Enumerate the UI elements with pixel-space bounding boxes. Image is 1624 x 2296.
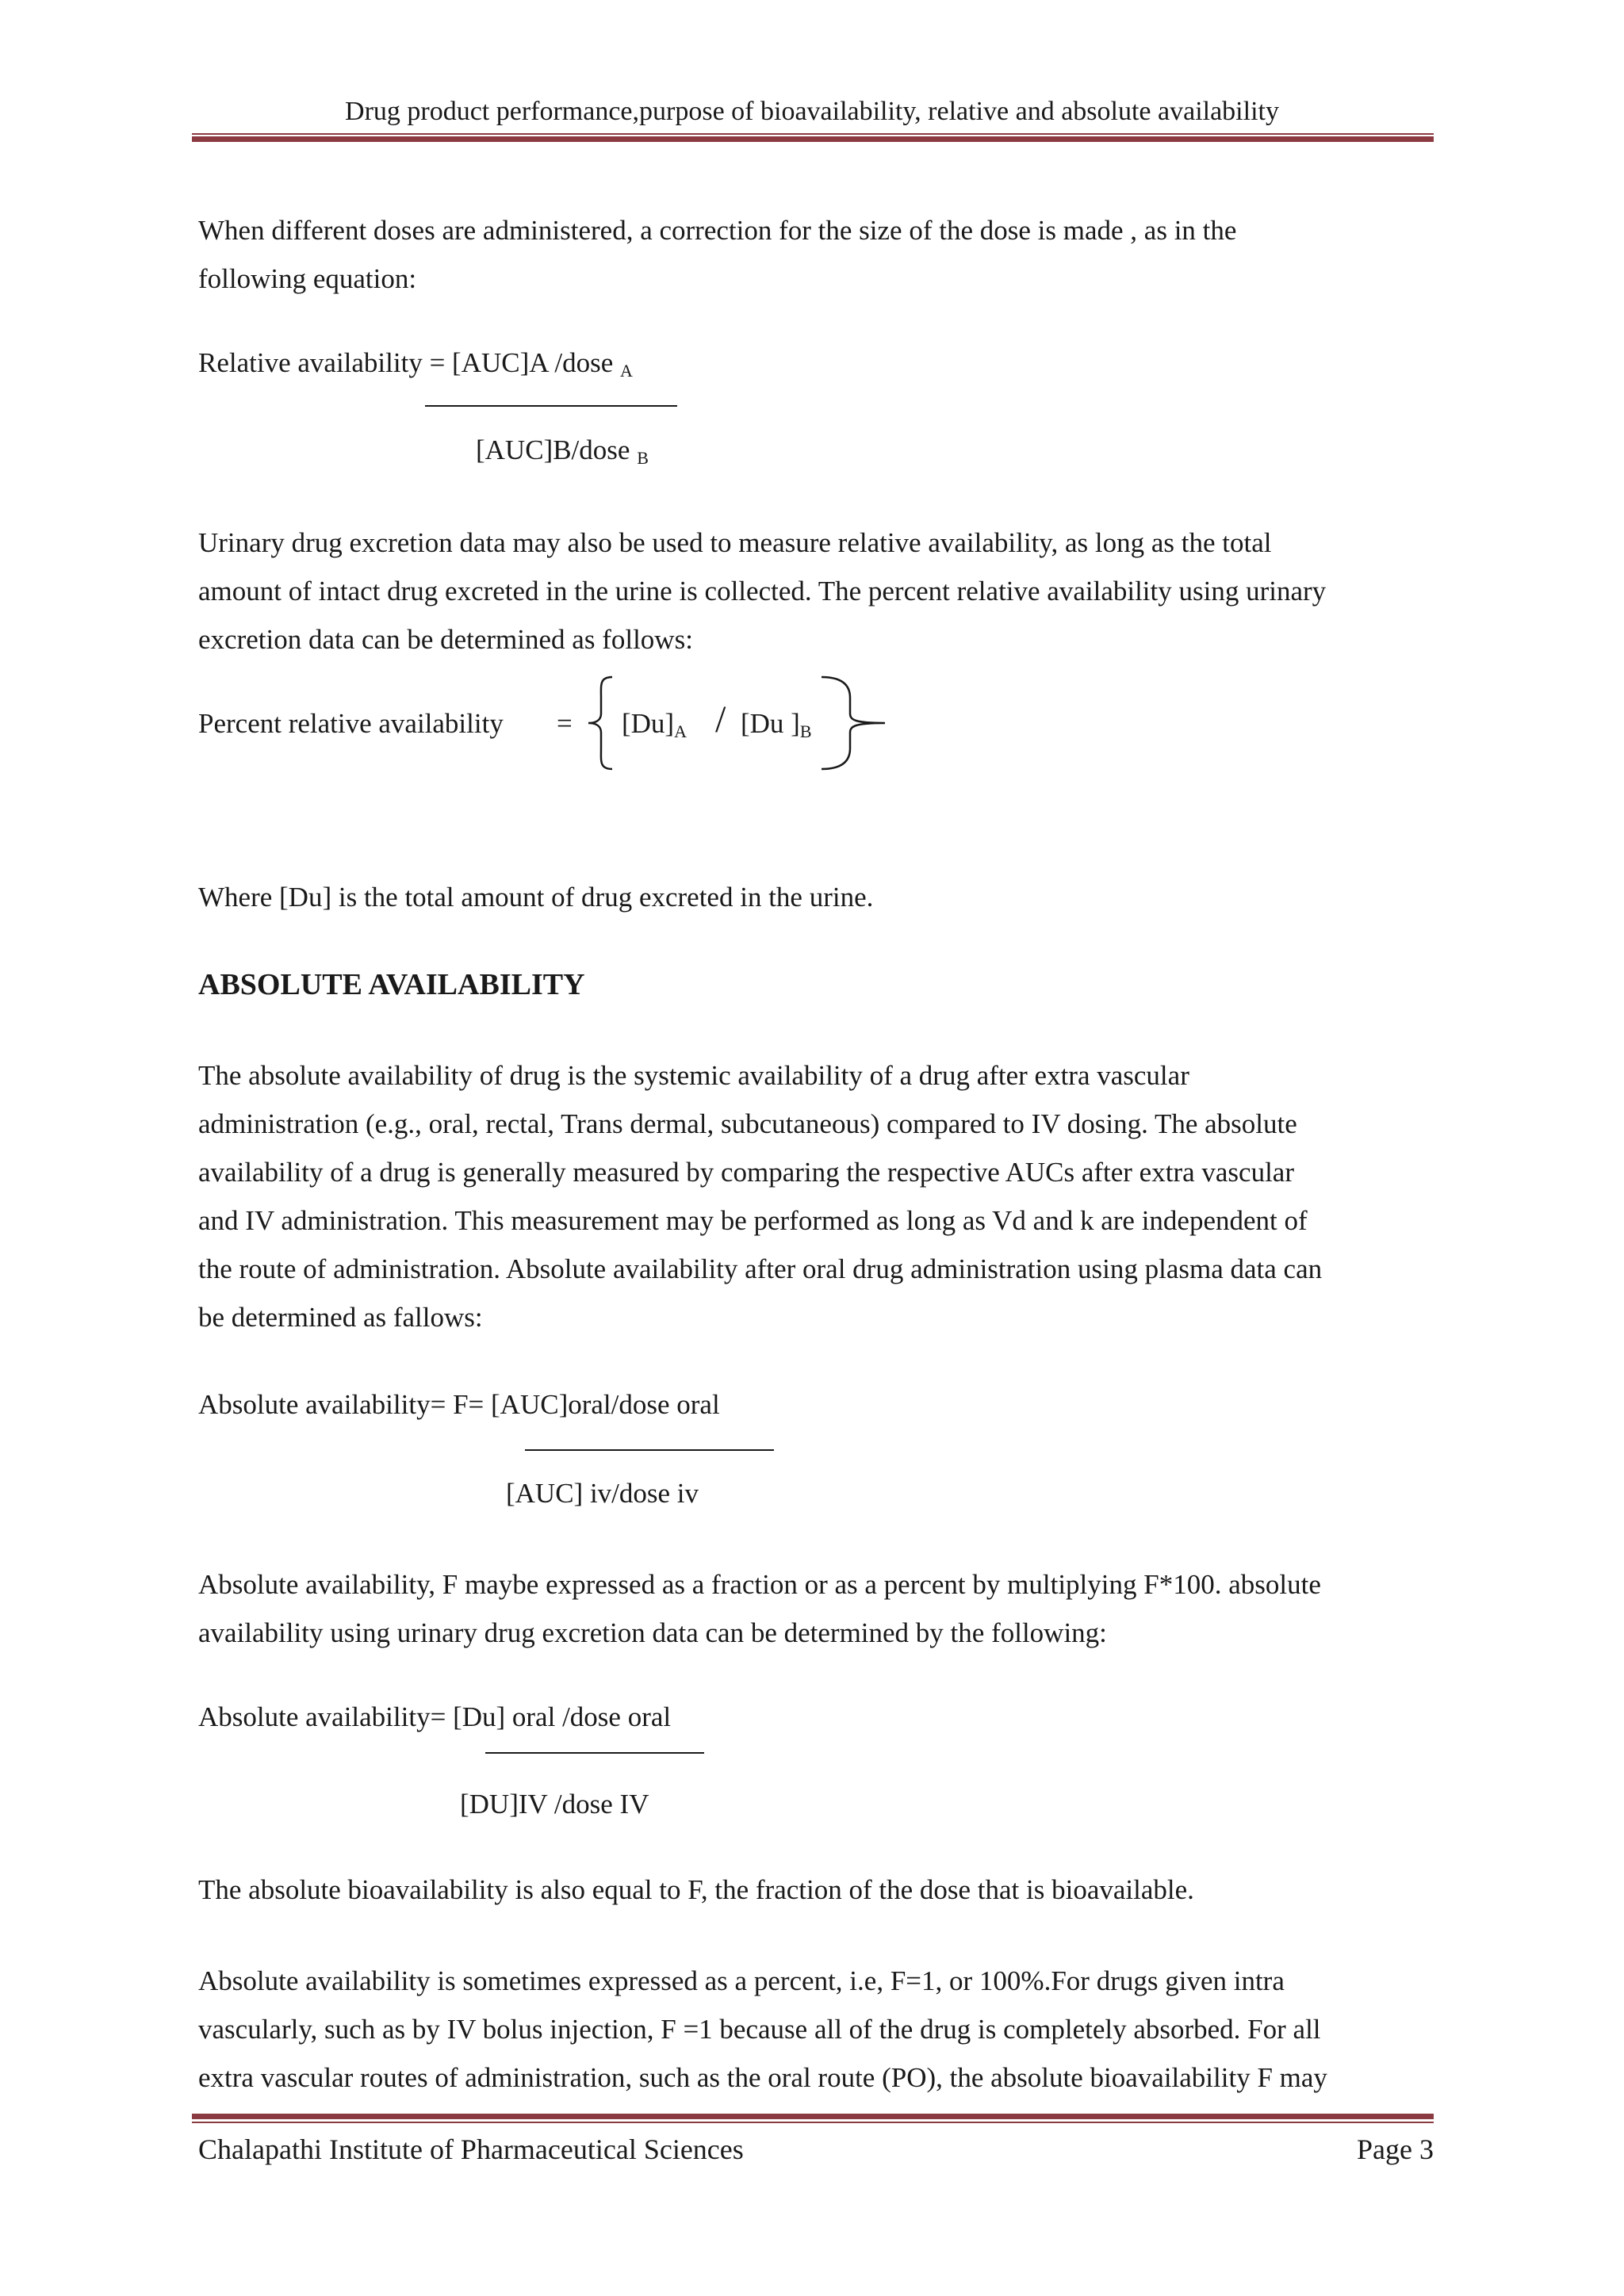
eq-percent-term-a-text: [Du] bbox=[622, 708, 675, 739]
absolute-line-6: be determined as fallows: bbox=[198, 1302, 483, 1333]
footer-page-number: Page 3 bbox=[1357, 2133, 1434, 2165]
absolute-line-5: the route of administration. Absolute availability after oral drug administration using plasma data can bbox=[198, 1253, 1323, 1284]
eq-absolute-du-numerator: Absolute availability= [Du] oral /dose oral bbox=[198, 1701, 672, 1732]
eq-absolute-auc-denominator: [AUC] iv/dose iv bbox=[506, 1478, 699, 1509]
fraction-line-1: Absolute availability, F maybe expressed as a fraction or as a percent by multiplying F*100. absolute bbox=[198, 1569, 1321, 1600]
eq-percent-label: Percent relative availability bbox=[198, 708, 504, 739]
footer-rule-thick bbox=[192, 2114, 1434, 2119]
header-rule-thick bbox=[192, 136, 1434, 142]
eq-percent-equals: = bbox=[557, 708, 573, 739]
eq-percent-term-b-text: [Du ] bbox=[741, 708, 800, 739]
eq-relative-fraction-bar bbox=[425, 405, 677, 407]
fraction-paragraph bbox=[198, 1560, 1435, 1657]
eq-relative-num-sub: A bbox=[620, 361, 633, 381]
absolute-paragraph bbox=[198, 1051, 1435, 1341]
page-header-title: Drug product performance,purpose of bioavailability, relative and absolute availability bbox=[345, 97, 1279, 126]
eq-relative-den-text: [AUC]B/dose bbox=[476, 434, 630, 465]
eq-relative-den-sub: B bbox=[637, 448, 649, 468]
final-line-1: Absolute availability is sometimes expressed as a percent, i.e, F=1, or 100%.For drugs given intra bbox=[198, 1965, 1285, 1996]
final-line-3: extra vascular routes of administration, such as the oral route (PO), the absolute bioavailability F may bbox=[198, 2062, 1327, 2093]
final-line-2: vascularly, such as by IV bolus injection, F =1 because all of the drug is completely absorbed. For all bbox=[198, 2014, 1321, 2045]
eq-absolute-auc-fraction-bar bbox=[525, 1449, 774, 1451]
urinary-line-3: excretion data can be determined as follows: bbox=[198, 624, 693, 655]
eq-absolute-du-fraction-bar bbox=[485, 1752, 704, 1754]
intro-line-1: When different doses are administered, a correction for the size of the dose is made , as in the bbox=[198, 215, 1237, 246]
absolute-line-3: availability of a drug is generally measured by comparing the respective AUCs after extra vascular bbox=[198, 1157, 1294, 1188]
footer-institute: Chalapathi Institute of Pharmaceutical Sciences bbox=[198, 2133, 744, 2165]
intro-paragraph bbox=[198, 206, 1435, 303]
footer-rule-thin bbox=[192, 2122, 1434, 2123]
absolute-line-4: and IV administration. This measurement may be performed as long as Vd and k are independent of bbox=[198, 1205, 1308, 1236]
eq-relative-label: Relative availability = [AUC]A /dose bbox=[198, 347, 614, 378]
urinary-line-1: Urinary drug excretion data may also be used to measure relative availability, as long as the total bbox=[198, 527, 1272, 558]
section-heading-absolute-availability: ABSOLUTE AVAILABILITY bbox=[198, 968, 585, 1001]
eq-percent-slash: / bbox=[715, 698, 726, 740]
fraction-line-2: availability using urinary drug excretion data can be determined by the following: bbox=[198, 1617, 1107, 1648]
eq-percent-sub-a: A bbox=[674, 721, 687, 741]
absolute-line-1: The absolute availability of drug is the systemic availability of a drug after extra vascular bbox=[198, 1060, 1189, 1091]
eq-percent-term-a bbox=[622, 708, 687, 742]
eq-relative-numerator bbox=[198, 347, 633, 381]
urinary-line-2: amount of intact drug excreted in the urine is collected. The percent relative availability using urinary bbox=[198, 576, 1327, 607]
eq-percent-sub-b: B bbox=[799, 721, 812, 741]
right-brace-icon bbox=[818, 674, 887, 772]
header-rule-thin bbox=[192, 133, 1434, 135]
intro-line-2: following equation: bbox=[198, 263, 417, 294]
eq-absolute-du-denominator: [DU]IV /dose IV bbox=[460, 1789, 649, 1820]
absolute-line-2: administration (e.g., oral, rectal, Trans dermal, subcutaneous) compared to IV dosing. The absolute bbox=[198, 1108, 1297, 1139]
eq-relative-denominator bbox=[476, 434, 649, 469]
final-paragraph bbox=[198, 1957, 1435, 2102]
bioavailability-text: The absolute bioavailability is also equal to F, the fraction of the dose that is bioavailable. bbox=[198, 1874, 1194, 1905]
urinary-paragraph bbox=[198, 519, 1435, 664]
left-brace-icon bbox=[585, 674, 617, 772]
eq-absolute-auc-numerator: Absolute availability= F= [AUC]oral/dose oral bbox=[198, 1389, 720, 1420]
eq-percent-term-b bbox=[741, 708, 812, 742]
where-text: Where [Du] is the total amount of drug excreted in the urine. bbox=[198, 882, 874, 913]
